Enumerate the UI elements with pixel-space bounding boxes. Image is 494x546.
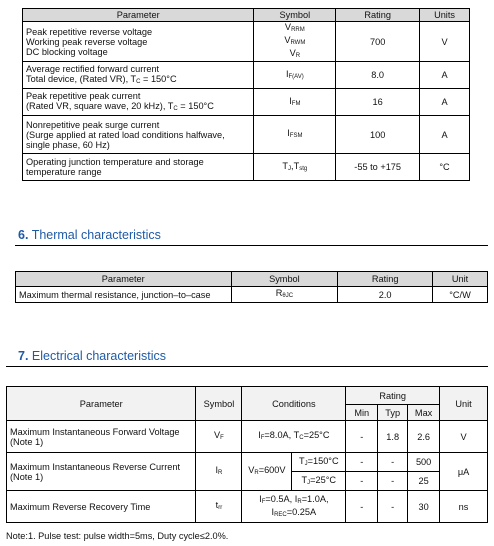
heading-underline xyxy=(15,245,488,246)
electrical-table xyxy=(6,386,488,523)
table-row xyxy=(23,62,470,89)
parameter-cell: Maximum thermal resistance, junction–to–case xyxy=(16,287,232,303)
header-typ: Typ xyxy=(378,405,408,421)
thermal-table xyxy=(15,271,488,303)
rating-cell: 16 xyxy=(336,89,420,116)
unit-cell: °C/W xyxy=(433,287,488,303)
heading-underline xyxy=(6,366,488,367)
unit-cell: V xyxy=(440,421,488,453)
electrical-header-row xyxy=(7,387,488,405)
ratings-header-row xyxy=(23,9,470,22)
conditions-subcell: $T_J=25^\circ C$ xyxy=(292,472,346,491)
table-row xyxy=(7,453,488,472)
typ-cell: - xyxy=(378,453,408,472)
section-number: 6. xyxy=(18,228,29,242)
symbol-cell: $V_F$ xyxy=(196,421,242,453)
max-cell: 30 xyxy=(408,491,440,523)
typ-cell: 1.8 xyxy=(378,421,408,453)
header-symbol: Symbol xyxy=(196,387,242,421)
parameter-cell: Peak repetitive reverse voltage Working peak reverse voltage DC blocking voltage xyxy=(23,22,254,62)
section-number: 7. xyxy=(18,349,29,363)
header-units: Units xyxy=(420,9,470,22)
symbol-cell: $I_{FM}$ xyxy=(254,89,336,116)
table-row xyxy=(23,154,470,181)
min-cell: - xyxy=(346,453,378,472)
ratings-table xyxy=(22,8,470,181)
rating-cell: 700 xyxy=(336,22,420,62)
electrical-heading xyxy=(18,349,166,363)
symbol-cell: $I_{F(AV)}$ xyxy=(254,62,336,89)
parameter-cell: Maximum Reverse Recovery Time xyxy=(7,491,196,523)
parameter-cell: Nonrepetitive peak surge current (Surge applied at rated load conditions halfwave, single phase, 60 Hz) xyxy=(23,116,254,154)
table-row xyxy=(23,89,470,116)
parameter-cell: Average rectified forward current Total device, (Rated VR), $T_C = 150^\circ C$ xyxy=(23,62,254,89)
conditions-cell: $I_F=0.5A$, $I_R=1.0A$, $I_{REC}=0.25A$ xyxy=(242,491,346,523)
min-cell: - xyxy=(346,491,378,523)
header-parameter: Parameter xyxy=(16,272,232,287)
conditions-subcell: $T_J=150^\circ C$ xyxy=(292,453,346,472)
max-cell: 25 xyxy=(408,472,440,491)
min-cell: - xyxy=(346,472,378,491)
header-max: Max xyxy=(408,405,440,421)
rating-cell: 100 xyxy=(336,116,420,154)
header-parameter: Parameter xyxy=(7,387,196,421)
conditions-cell: $I_F=8.0A$, $T_C=25^\circ C$ xyxy=(242,421,346,453)
rating-cell: 8.0 xyxy=(336,62,420,89)
unit-cell: ns xyxy=(440,491,488,523)
parameter-cell: Maximum Instantaneous Forward Voltage (Note 1) xyxy=(7,421,196,453)
unit-cell: A xyxy=(420,89,470,116)
conditions-cell: $V_R=600V$ xyxy=(242,453,292,491)
header-rating: Rating xyxy=(346,387,440,405)
table-row xyxy=(7,491,488,523)
symbol-cell: $I_R$ xyxy=(196,453,242,491)
header-min: Min xyxy=(346,405,378,421)
footnote: Note:1. Pulse test: pulse width=5ms, Duty cycle≤2.0%. xyxy=(6,531,229,541)
table-row xyxy=(16,287,488,303)
parameter-cell: Maximum Instantaneous Reverse Current (Note 1) xyxy=(7,453,196,491)
thermal-heading xyxy=(18,228,161,242)
header-symbol: Symbol xyxy=(254,9,336,22)
typ-cell: - xyxy=(378,491,408,523)
unit-cell: A xyxy=(420,62,470,89)
parameter-cell: Peak repetitive peak current (Rated VR, square wave, 20 kHz), $T_C = 150^\circ C$ xyxy=(23,89,254,116)
header-unit: Unit xyxy=(440,387,488,421)
header-conditions: Conditions xyxy=(242,387,346,421)
symbol-cell: $V_{RRM}$ $V_{RWM}$ $V_R$ xyxy=(254,22,336,62)
typ-cell: - xyxy=(378,472,408,491)
header-rating: Rating xyxy=(336,9,420,22)
thermal-header-row xyxy=(16,272,488,287)
unit-cell: A xyxy=(420,116,470,154)
header-symbol: Symbol xyxy=(231,272,338,287)
header-rating: Rating xyxy=(338,272,433,287)
table-row xyxy=(23,116,470,154)
max-cell: 500 xyxy=(408,453,440,472)
parameter-cell: Operating junction temperature and storage temperature range xyxy=(23,154,254,181)
rating-cell: 2.0 xyxy=(338,287,433,303)
unit-cell: μA xyxy=(440,453,488,491)
symbol-cell: $t_{rr}$ xyxy=(196,491,242,523)
unit-cell: °C xyxy=(420,154,470,181)
header-parameter: Parameter xyxy=(23,9,254,22)
min-cell: - xyxy=(346,421,378,453)
max-cell: 2.6 xyxy=(408,421,440,453)
symbol-cell: $T_J,T_{stg}$ xyxy=(254,154,336,181)
header-unit: Unit xyxy=(433,272,488,287)
symbol-cell: $I_{FSM}$ xyxy=(254,116,336,154)
rating-cell: -55 to +175 xyxy=(336,154,420,181)
table-row xyxy=(7,421,488,453)
symbol-cell: $R_{\theta JC}$ xyxy=(231,287,338,303)
table-row xyxy=(23,22,470,62)
section-title: Electrical characteristics xyxy=(31,349,166,363)
unit-cell: V xyxy=(420,22,470,62)
section-title: Thermal characteristics xyxy=(31,228,161,242)
